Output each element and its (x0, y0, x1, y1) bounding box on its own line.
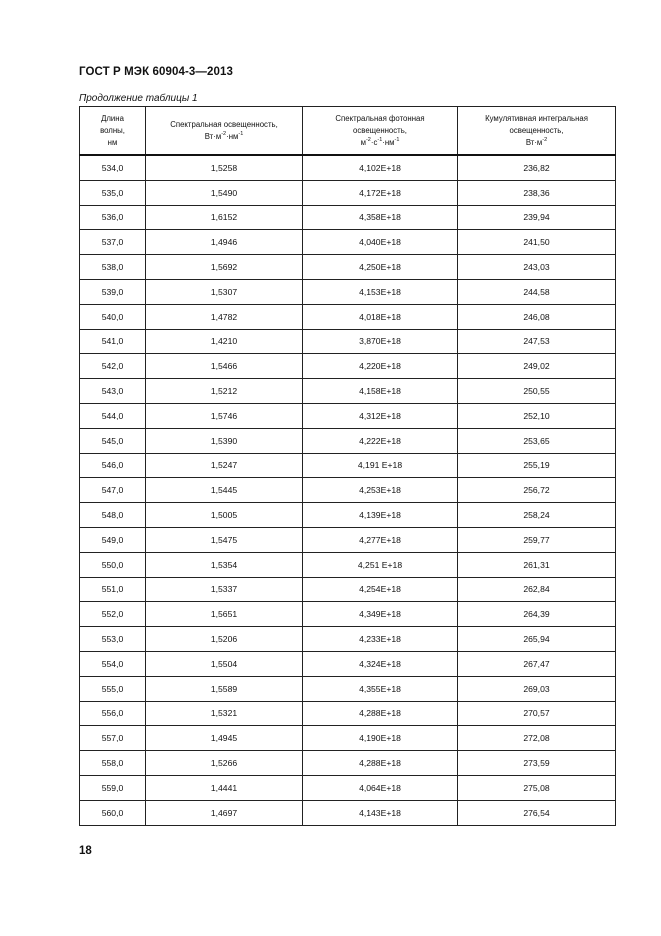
cell-photon-irradiance: 4,312E+18 (303, 403, 458, 428)
cell-cumulative-irradiance: 243,03 (458, 255, 616, 280)
cell-wavelength: 555,0 (80, 676, 146, 701)
cell-spectral-irradiance: 1,5247 (146, 453, 303, 478)
cell-photon-irradiance: 4,172E+18 (303, 180, 458, 205)
cell-photon-irradiance: 4,139E+18 (303, 503, 458, 528)
cell-wavelength: 552,0 (80, 602, 146, 627)
cell-cumulative-irradiance: 253,65 (458, 428, 616, 453)
table-row (80, 627, 616, 652)
cell-spectral-irradiance: 1,5337 (146, 577, 303, 602)
cell-wavelength: 536,0 (80, 205, 146, 230)
cell-wavelength: 556,0 (80, 701, 146, 726)
header-unit: $м^{-2}\cdot с^{-1}\cdot нм^{-1}$ (360, 136, 400, 147)
cell-photon-irradiance: 4,277E+18 (303, 527, 458, 552)
cell-cumulative-irradiance: 262,84 (458, 577, 616, 602)
cell-cumulative-irradiance: 249,02 (458, 354, 616, 379)
cell-photon-irradiance: 4,064E+18 (303, 775, 458, 800)
cell-spectral-irradiance: 1,5475 (146, 527, 303, 552)
cell-spectral-irradiance: 1,6152 (146, 205, 303, 230)
table-caption: Продолжение таблицы 1 (79, 93, 198, 104)
cell-wavelength: 537,0 (80, 230, 146, 255)
cell-photon-irradiance: 4,153E+18 (303, 279, 458, 304)
cell-cumulative-irradiance: 256,72 (458, 478, 616, 503)
cell-wavelength: 543,0 (80, 379, 146, 404)
cell-spectral-irradiance: 1,5005 (146, 503, 303, 528)
header-unit: $Вт\cdot м^{-2}$ (525, 136, 548, 147)
cell-photon-irradiance: 4,324E+18 (303, 651, 458, 676)
cell-wavelength: 544,0 (80, 403, 146, 428)
table-row (80, 403, 616, 428)
cell-photon-irradiance: 4,251 E+18 (303, 552, 458, 577)
cell-wavelength: 549,0 (80, 527, 146, 552)
table-row (80, 651, 616, 676)
cell-wavelength: 540,0 (80, 304, 146, 329)
cell-spectral-irradiance: 1,4210 (146, 329, 303, 354)
cell-photon-irradiance: 4,222E+18 (303, 428, 458, 453)
cell-cumulative-irradiance: 238,36 (458, 180, 616, 205)
cell-wavelength: 541,0 (80, 329, 146, 354)
header-cumulative-irradiance (458, 107, 616, 156)
cell-cumulative-irradiance: 244,58 (458, 279, 616, 304)
cell-cumulative-irradiance: 247,53 (458, 329, 616, 354)
cell-cumulative-irradiance: 270,57 (458, 701, 616, 726)
header-unit: $Вт\cdot м^{-2}\cdot нм^{-1}$ (204, 130, 244, 141)
header-photon-irradiance (303, 107, 458, 156)
cell-wavelength: 535,0 (80, 180, 146, 205)
table-row (80, 800, 616, 825)
cell-cumulative-irradiance: 273,59 (458, 751, 616, 776)
table-row (80, 478, 616, 503)
table-row (80, 180, 616, 205)
table-row (80, 304, 616, 329)
cell-photon-irradiance: 4,254E+18 (303, 577, 458, 602)
table-row (80, 503, 616, 528)
cell-spectral-irradiance: 1,5266 (146, 751, 303, 776)
cell-photon-irradiance: 4,158E+18 (303, 379, 458, 404)
cell-cumulative-irradiance: 269,03 (458, 676, 616, 701)
cell-spectral-irradiance: 1,5307 (146, 279, 303, 304)
header-line: освещенность, (353, 125, 407, 135)
cell-spectral-irradiance: 1,4945 (146, 726, 303, 751)
table-row (80, 379, 616, 404)
cell-photon-irradiance: 4,250E+18 (303, 255, 458, 280)
cell-photon-irradiance: 4,143E+18 (303, 800, 458, 825)
cell-cumulative-irradiance: 258,24 (458, 503, 616, 528)
cell-wavelength: 553,0 (80, 627, 146, 652)
cell-spectral-irradiance: 1,4697 (146, 800, 303, 825)
table-row (80, 453, 616, 478)
header-line: Кумулятивная интегральная (485, 113, 588, 123)
cell-photon-irradiance: 4,190E+18 (303, 726, 458, 751)
cell-spectral-irradiance: 1,5490 (146, 180, 303, 205)
header-line: освещенность, (509, 125, 564, 135)
cell-cumulative-irradiance: 264,39 (458, 602, 616, 627)
header-wavelength (80, 107, 146, 156)
cell-photon-irradiance: 4,018E+18 (303, 304, 458, 329)
cell-cumulative-irradiance: 236,82 (458, 155, 616, 180)
header-line: волны, (100, 125, 125, 135)
cell-photon-irradiance: 4,102E+18 (303, 155, 458, 180)
cell-cumulative-irradiance: 255,19 (458, 453, 616, 478)
table-row (80, 751, 616, 776)
cell-spectral-irradiance: 1,5321 (146, 701, 303, 726)
cell-cumulative-irradiance: 252,10 (458, 403, 616, 428)
table-row (80, 329, 616, 354)
cell-photon-irradiance: 4,191 E+18 (303, 453, 458, 478)
cell-photon-irradiance: 4,288E+18 (303, 701, 458, 726)
table-row (80, 577, 616, 602)
cell-spectral-irradiance: 1,5589 (146, 676, 303, 701)
cell-spectral-irradiance: 1,5651 (146, 602, 303, 627)
cell-wavelength: 559,0 (80, 775, 146, 800)
table-row (80, 205, 616, 230)
page-number: 18 (79, 845, 92, 857)
cell-photon-irradiance: 4,358E+18 (303, 205, 458, 230)
cell-wavelength: 550,0 (80, 552, 146, 577)
header-line: Спектральная фотонная (335, 113, 425, 123)
data-table (79, 106, 616, 826)
cell-spectral-irradiance: 1,5445 (146, 478, 303, 503)
cell-wavelength: 539,0 (80, 279, 146, 304)
cell-wavelength: 545,0 (80, 428, 146, 453)
table-row (80, 701, 616, 726)
cell-photon-irradiance: 4,233E+18 (303, 627, 458, 652)
cell-wavelength: 534,0 (80, 155, 146, 180)
cell-spectral-irradiance: 1,4441 (146, 775, 303, 800)
cell-cumulative-irradiance: 246,08 (458, 304, 616, 329)
cell-cumulative-irradiance: 272,08 (458, 726, 616, 751)
cell-cumulative-irradiance: 265,94 (458, 627, 616, 652)
cell-spectral-irradiance: 1,5692 (146, 255, 303, 280)
cell-cumulative-irradiance: 267,47 (458, 651, 616, 676)
cell-photon-irradiance: 3,870E+18 (303, 329, 458, 354)
cell-spectral-irradiance: 1,5746 (146, 403, 303, 428)
table-row (80, 155, 616, 180)
cell-photon-irradiance: 4,040E+18 (303, 230, 458, 255)
cell-cumulative-irradiance: 239,94 (458, 205, 616, 230)
cell-spectral-irradiance: 1,5504 (146, 651, 303, 676)
cell-photon-irradiance: 4,220E+18 (303, 354, 458, 379)
header-row (80, 107, 616, 156)
cell-cumulative-irradiance: 276,54 (458, 800, 616, 825)
cell-photon-irradiance: 4,355E+18 (303, 676, 458, 701)
cell-wavelength: 548,0 (80, 503, 146, 528)
cell-spectral-irradiance: 1,5258 (146, 155, 303, 180)
cell-wavelength: 538,0 (80, 255, 146, 280)
cell-spectral-irradiance: 1,5212 (146, 379, 303, 404)
cell-photon-irradiance: 4,253E+18 (303, 478, 458, 503)
cell-cumulative-irradiance: 259,77 (458, 527, 616, 552)
table-row (80, 602, 616, 627)
table-row (80, 775, 616, 800)
cell-wavelength: 547,0 (80, 478, 146, 503)
cell-spectral-irradiance: 1,5466 (146, 354, 303, 379)
header-line: нм (107, 137, 118, 147)
header-spectral-irradiance (146, 107, 303, 156)
cell-wavelength: 542,0 (80, 354, 146, 379)
cell-cumulative-irradiance: 261,31 (458, 552, 616, 577)
table-row (80, 255, 616, 280)
cell-wavelength: 560,0 (80, 800, 146, 825)
cell-spectral-irradiance: 1,4946 (146, 230, 303, 255)
cell-wavelength: 557,0 (80, 726, 146, 751)
cell-cumulative-irradiance: 250,55 (458, 379, 616, 404)
cell-photon-irradiance: 4,349E+18 (303, 602, 458, 627)
table-row (80, 676, 616, 701)
cell-cumulative-irradiance: 241,50 (458, 230, 616, 255)
document-title: ГОСТ Р МЭК 60904-3—2013 (79, 66, 233, 78)
cell-wavelength: 554,0 (80, 651, 146, 676)
table-header (80, 107, 616, 156)
table-row (80, 279, 616, 304)
header-line: Спектральная освещенность, (170, 119, 278, 129)
cell-cumulative-irradiance: 275,08 (458, 775, 616, 800)
table-row (80, 527, 616, 552)
header-line: Длина (101, 113, 124, 123)
cell-spectral-irradiance: 1,5390 (146, 428, 303, 453)
cell-photon-irradiance: 4,288E+18 (303, 751, 458, 776)
cell-spectral-irradiance: 1,5354 (146, 552, 303, 577)
cell-wavelength: 558,0 (80, 751, 146, 776)
table-body (80, 155, 616, 825)
table-row (80, 726, 616, 751)
table-row (80, 552, 616, 577)
table-row (80, 428, 616, 453)
cell-spectral-irradiance: 1,4782 (146, 304, 303, 329)
cell-wavelength: 546,0 (80, 453, 146, 478)
table-row (80, 354, 616, 379)
cell-spectral-irradiance: 1,5206 (146, 627, 303, 652)
table-row (80, 230, 616, 255)
cell-wavelength: 551,0 (80, 577, 146, 602)
